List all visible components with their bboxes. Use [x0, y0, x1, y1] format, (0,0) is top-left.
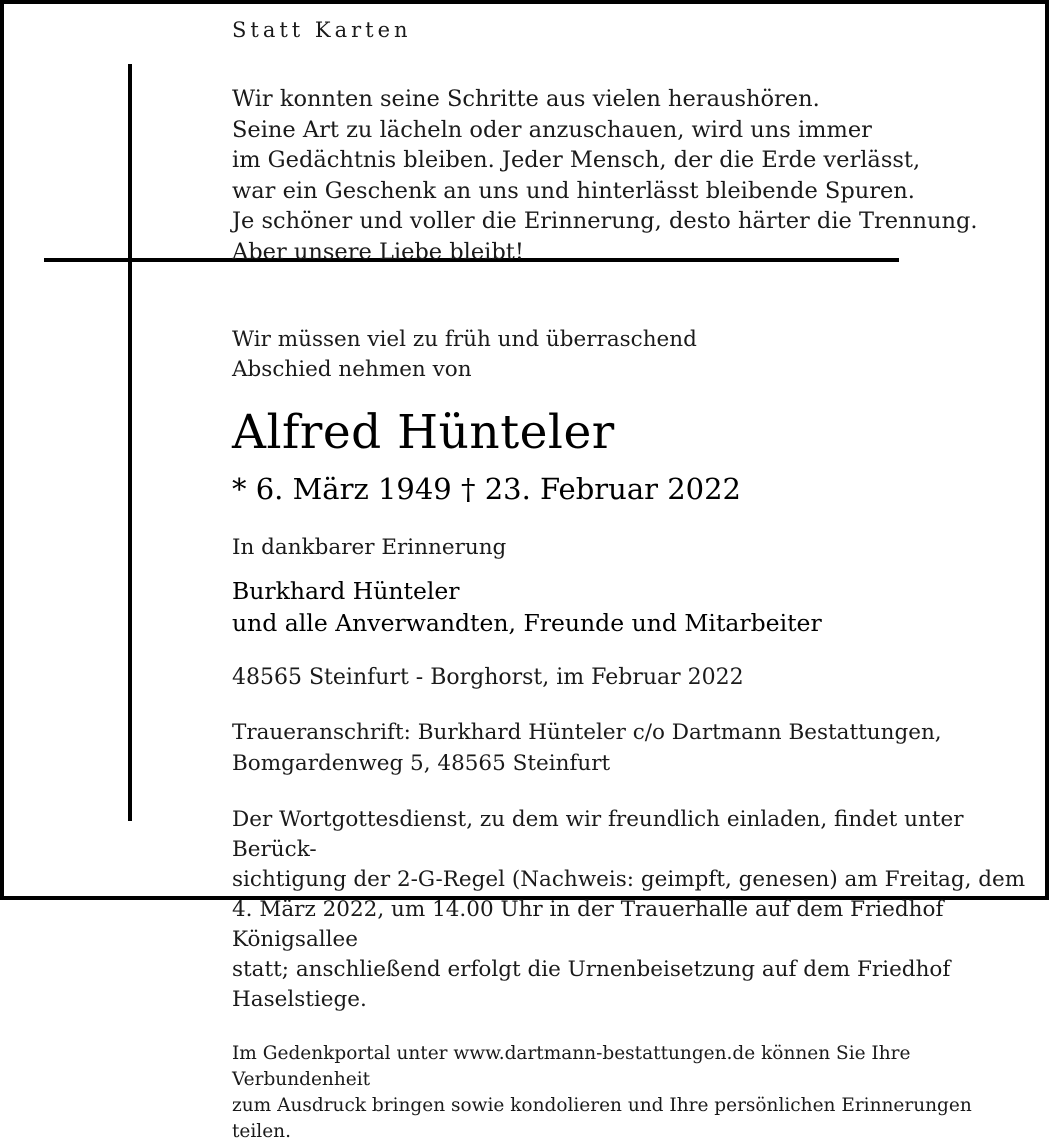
intro-block	[232, 325, 1032, 385]
poem-line: war ein Geschenk an uns und hinterlässt bleibende Spuren.	[232, 177, 915, 204]
portal-line: zum Ausdruck bringen sowie kondolieren und Ihre persönlichen Erinnerungen teilen.	[232, 1095, 972, 1142]
obituary-content	[232, 4, 1032, 1145]
service-line: Der Wortgottesdienst, zu dem wir freundlich einladen, findet unter Berück-	[232, 807, 964, 862]
memorial-portal-note	[232, 1041, 1032, 1145]
place-and-date: 48565 Steinfurt - Borghorst, im Februar 2022	[232, 665, 744, 690]
cross-vertical-icon	[128, 64, 132, 821]
intro-line: Wir müssen viel zu früh und überraschend	[232, 327, 697, 352]
poem-line: Aber unsere Liebe bleibt!	[232, 238, 524, 265]
mourning-address	[232, 717, 1032, 779]
mourning-address-line: Bomgardenweg 5, 48565 Steinfurt	[232, 751, 611, 776]
poem-line: Seine Art zu lächeln oder anzuschauen, wird uns immer	[232, 116, 872, 143]
service-line: statt; anschließend erfolgt die Urnenbeisetzung auf dem Friedhof Haselstiege.	[232, 957, 951, 1012]
family-relatives: und alle Anverwandten, Freunde und Mitarbeiter	[232, 609, 822, 637]
service-line: 4. März 2022, um 14.00 Uhr in der Trauerhalle auf dem Friedhof Königsallee	[232, 897, 944, 952]
birth-death-dates: * 6. März 1949 † 23. Februar 2022	[232, 472, 742, 506]
statt-karten-heading: Statt Karten	[232, 18, 412, 42]
intro-line: Abschied nehmen von	[232, 357, 472, 382]
obituary-inner	[4, 4, 1045, 1142]
poem-block	[232, 84, 1032, 267]
portal-line: Im Gedenkportal unter www.dartmann-bestattungen.de können Sie Ihre Verbundenheit	[232, 1043, 911, 1090]
poem-line: im Gedächtnis bleiben. Jeder Mensch, der die Erde verlässt,	[232, 147, 921, 173]
family-name: Burkhard Hünteler	[232, 577, 460, 605]
poem-line: Je schöner und voller die Erinnerung, desto härter die Trennung.	[232, 208, 978, 234]
memory-line: In dankbarer Erinnerung	[232, 535, 507, 560]
mourning-address-line: Traueranschrift: Burkhard Hünteler c/o Dartmann Bestattungen,	[232, 720, 942, 745]
service-line: sichtigung der 2-G-Regel (Nachweis: geimpft, genesen) am Freitag, dem	[232, 867, 1026, 892]
service-details	[232, 805, 1032, 1015]
deceased-name: Alfred Hünteler	[232, 405, 615, 460]
poem-line: Wir konnten seine Schritte aus vielen heraushören.	[232, 86, 820, 112]
